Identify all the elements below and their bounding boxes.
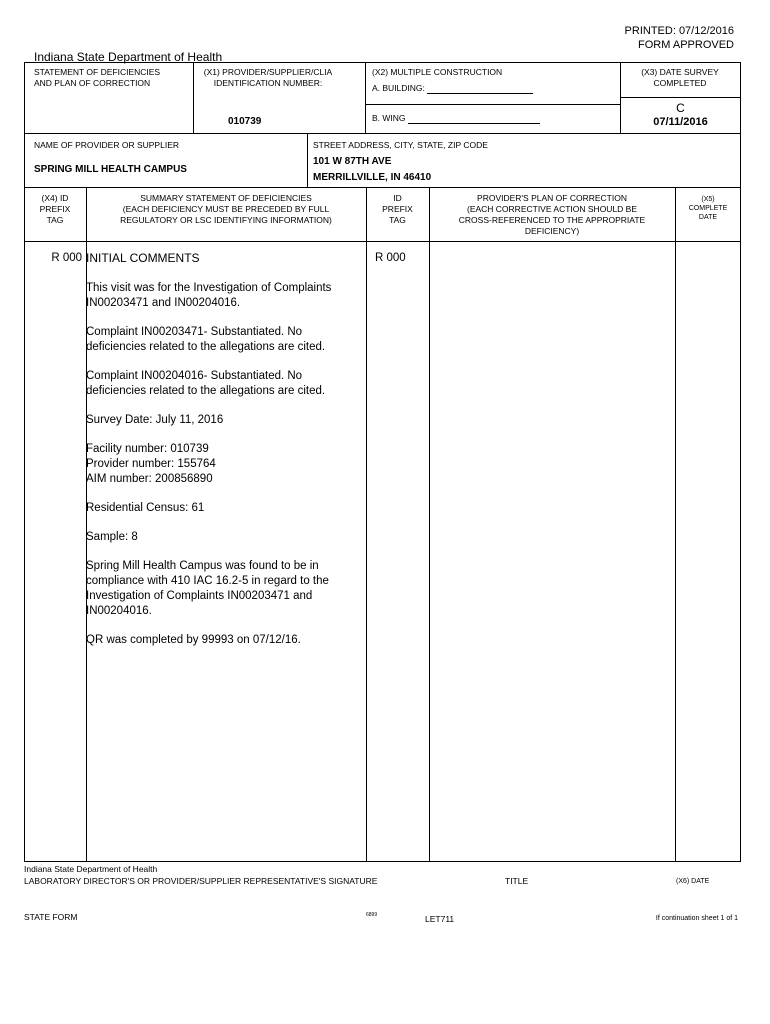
state-form-label: STATE FORM — [24, 912, 78, 922]
building-field: A. BUILDING: — [372, 83, 533, 94]
comment-paragraph: Residential Census: 61 — [86, 502, 205, 514]
printed-date: PRINTED: 07/12/2016 — [624, 25, 734, 37]
agency-name: Indiana State Department of Health — [34, 50, 223, 64]
comment-paragraph: QR was completed by 99993 on 07/12/16. — [86, 634, 301, 646]
street-address: 101 W 87TH AVE — [313, 156, 392, 167]
city-state-zip: MERRILLVILLE, IN 46410 — [313, 172, 432, 183]
form-number: 6899 — [366, 912, 378, 918]
x5-header: (X5) COMPLETE DATE — [688, 196, 728, 221]
id-header: ID PREFIX TAG — [382, 193, 413, 225]
tag-prefix-left: R 000 — [51, 252, 82, 264]
provider-name-label: NAME OF PROVIDER OR SUPPLIER — [34, 140, 179, 150]
footer-agency: Indiana State Department of Health — [24, 864, 158, 874]
x1-label: (X1) PROVIDER/SUPPLIER/CLIA IDENTIFICATION NUMBER: — [203, 67, 333, 88]
title-label: TITLE — [505, 876, 529, 886]
comment-paragraph: Sample: 8 — [86, 531, 138, 543]
event-id: LET711 — [425, 914, 455, 924]
comment-paragraph: Complaint IN00203471- Substantiated. No deficiencies related to the allegations are cited. — [86, 326, 326, 353]
initial-comments-title: INITIAL COMMENTS — [86, 251, 200, 265]
signature-label: LABORATORY DIRECTOR'S OR PROVIDER/SUPPLIER REPRESENTATIVE'S SIGNATURE — [24, 876, 378, 886]
tag-prefix-right: R 000 — [375, 252, 406, 264]
comment-paragraph: This visit was for the Investigation of Complaints IN00203471 and IN00204016. — [86, 282, 332, 309]
comments-body — [86, 281, 362, 662]
statement-label: STATEMENT OF DEFICIENCIES AND PLAN OF CORRECTION — [34, 67, 161, 88]
comment-paragraph: Facility number: 010739 Provider number: 155764 AIM number: 200856890 — [86, 443, 216, 485]
comment-paragraph: Spring Mill Health Campus was found to be in compliance with 410 IAC 16.2-5 in regard to the Investigation of Complaints IN00203471 and IN00204016. — [86, 560, 329, 617]
form-approved: FORM APPROVED — [638, 39, 734, 51]
x2-label: (X2) MULTIPLE CONSTRUCTION — [372, 67, 503, 77]
wing-field: B. WING — [372, 113, 540, 124]
continuation-sheet: If continuation sheet 1 of 1 — [655, 915, 738, 922]
x1-value: 010739 — [228, 116, 262, 127]
x3-code: C — [676, 101, 685, 115]
comment-paragraph: Survey Date: July 11, 2016 — [86, 414, 224, 426]
comment-paragraph: Complaint IN00204016- Substantiated. No deficiencies related to the allegations are cited. — [86, 370, 326, 397]
x4-header: (X4) ID PREFIX TAG — [39, 193, 71, 225]
x6-date-label: (X6) DATE — [676, 878, 710, 885]
summary-header: SUMMARY STATEMENT OF DEFICIENCIES (EACH DEFICIENCY MUST BE PRECEDED BY FULL REGULATORY OR LSC IDENTIFYING INFORMATION) — [120, 193, 332, 225]
x3-date: 07/11/2016 — [653, 116, 708, 128]
x3-label: (X3) DATE SURVEY COMPLETED — [641, 67, 719, 88]
plan-header: PROVIDER'S PLAN OF CORRECTION (EACH CORRECTIVE ACTION SHOULD BE CROSS-REFERENCED TO THE APPROPRIATE DEFICIENCY) — [458, 193, 646, 236]
address-label: STREET ADDRESS, CITY, STATE, ZIP CODE — [313, 140, 488, 150]
provider-name: SPRING MILL HEALTH CAMPUS — [34, 164, 187, 175]
